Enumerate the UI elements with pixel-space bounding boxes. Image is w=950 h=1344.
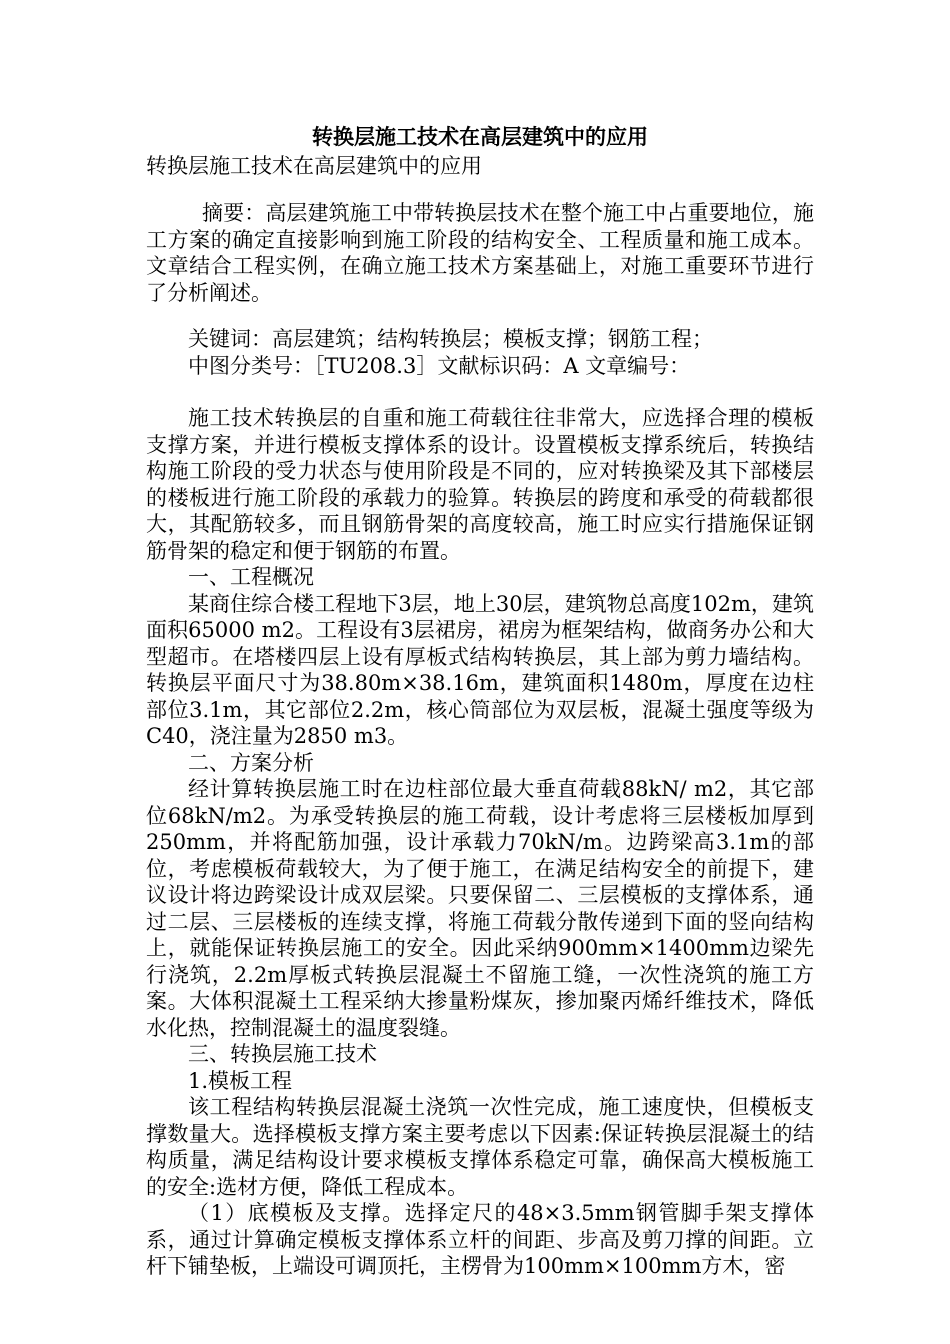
document-subtitle: 转换层施工技术在高层建筑中的应用 (146, 154, 482, 178)
document-title: 转换层施工技术在高层建筑中的应用 (312, 124, 648, 149)
section-heading-analysis: 二、方案分析 (188, 750, 314, 775)
document-page (146, 122, 814, 1280)
keywords-line: 关键词：高层建筑；结构转换层；模板支撑；钢筋工程； (188, 327, 713, 351)
classification-line: 中图分类号：［TU208.3］文献标识码：A 文章编号： (188, 353, 691, 378)
abstract-paragraph: 摘要：高层建筑施工中带转换层技术在整个施工中占重要地位，施工方案的确定直接影响到施工阶段的结构安全、工程质量和施工成本。文章结合工程实例，在确立施工技术方案基础上，对施工重要环节进行了分析阐述。 (146, 201, 814, 305)
subsection-heading-formwork: 1.模板工程 (188, 1068, 293, 1093)
section-heading-overview: 一、工程概况 (188, 565, 314, 589)
intro-paragraph: 施工技术转换层的自重和施工荷载往往非常大，应选择合理的模板支撑方案，并进行模板支撑体系的设计。设置模板支撑系统后，转换结构施工阶段的受力状态与使用阶段是不同的，应对转换梁及其下部楼层的楼板进行施工阶段的承载力的验算。转换层的跨度和承受的荷载都很大，其配筋较多，而且钢筋骨架的高度较高，施工时应实行措施保证钢筋骨架的稳定和便于钢筋的布置。 (146, 406, 814, 563)
subsection-body-formwork: 该工程结构转换层混凝土浇筑一次性完成，施工速度快，但模板支撑数量大。选择模板支撑方案主要考虑以下因素:保证转换层混凝土的结构质量，满足结构设计要求模板支撑体系稳定可靠，确保高大模板施工的安全:选材方便，降低工程成本。 (146, 1095, 814, 1199)
section-heading-techniques: 三、转换层施工技术 (188, 1042, 377, 1066)
item-body-bottom-formwork: （1）底模板及支撑。选择定尺的48×3.5mm钢管脚手架支撑体系，通过计算确定模板支撑体系立杆的间距、步高及剪刀撑的间距。立杆下铺垫板，上端设可调顶托，主楞骨为100mm×100mm方木，密 (146, 1201, 814, 1278)
spacer (146, 379, 814, 405)
section-body-analysis: 经计算转换层施工时在边柱部位最大垂直荷载88kN/ m2，其它部位68kN/m2。为承受转换层的施工荷载，设计考虑将三层楼板加厚到250mm，并将配筋加强，设计承载力70kN/m。边跨梁高3.1m的部位，考虑模板荷载较大，为了便于施工，在满足结构安全的前提下，建议设计将边跨梁设计成双层梁。只要保留二、三层模板的支撑体系，通过二层、三层楼板的连续支撑，将施工荷载分散传递到下面的竖向结构上，就能保证转换层施工的安全。因此采纳900mm×1400mm边梁先行浇筑，2.2m厚板式转换层混凝土不留施工缝，一次性浇筑的施工方案。大体积混凝土工程采纳大掺量粉煤灰，掺加聚丙烯纤维技术，降低水化热，控制混凝土的温度裂缝。 (146, 777, 814, 1040)
section-body-overview: 某商住综合楼工程地下3层，地上30层，建筑物总高度102m，建筑面积65000 m2。工程设有3层裙房，裙房为框架结构，做商务办公和大型超市。在塔楼四层上设有厚板式结构转换层，其上部为剪力墙结构。转换层平面尺寸为38.80m×38.16m，建筑面积1480m，厚度在边柱部位3.1m，其它部位2.2m，核心筒部位为双层板，混凝土强度等级为C40，浇注量为2850 m3。 (146, 591, 814, 748)
